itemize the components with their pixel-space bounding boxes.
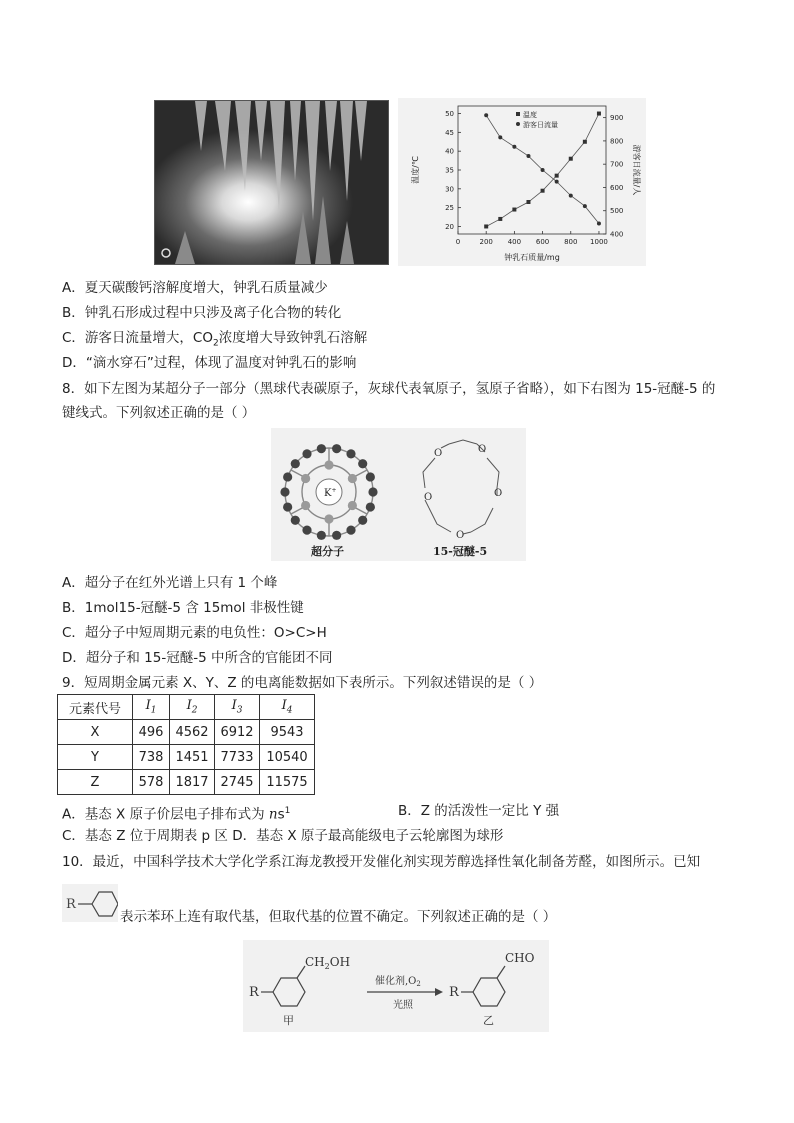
oxygen-atom: [324, 514, 333, 523]
table-cell: 11575: [260, 770, 315, 795]
carbon-atom: [368, 487, 377, 496]
table-cell: 6912: [215, 720, 260, 745]
condition-top: 催化剂$,O_2$: [375, 976, 421, 988]
carbon-atom: [302, 449, 311, 458]
q7-option-d: D．“滴水穿石”过程，体现了温度对钟乳石的影响: [62, 355, 357, 371]
q9-option-a: A．基态 X 原子价层电子排布式为 $ns^1$: [62, 806, 291, 823]
x-tick-label: 800: [564, 238, 578, 246]
q8-figure: [271, 428, 526, 561]
oxygen-atom: [301, 501, 310, 510]
table-cell: 578: [133, 770, 170, 795]
q9-option-b: B．Z 的活泼性一定比 Y 强: [398, 803, 560, 819]
table-row: [58, 720, 315, 745]
carbon-atom: [317, 531, 326, 540]
carbon-atom: [291, 516, 300, 525]
x-axis-label: 钟乳石质量/mg: [504, 253, 560, 262]
data-point-temperature: [583, 140, 587, 144]
table-cell: X: [58, 720, 133, 745]
q9-option-cd: C．基态 Z 位于周期表 p 区 D．基态 X 原子最高能级电子云轮廓图为球形: [62, 828, 504, 844]
data-point-temperature: [569, 157, 573, 161]
oxidation-reaction-scheme: [243, 940, 549, 1032]
product-group: CHO: [505, 951, 535, 965]
q8-stem-line2: 键线式。下列叙述正确的是（ ）: [62, 405, 256, 421]
data-point-temperature: [597, 112, 601, 116]
chart-legend: [516, 110, 558, 129]
table-cell: 2745: [215, 770, 260, 795]
data-point-visitors: [541, 168, 545, 172]
product-structure: [449, 951, 535, 1027]
legend-label-visitors: 游客日流量: [523, 121, 558, 129]
x-tick-label: 0: [455, 238, 461, 246]
carbon-atom: [302, 526, 311, 535]
data-point-visitors: [583, 204, 587, 208]
crown-oxygen-label: O: [456, 530, 465, 541]
data-point-temperature: [498, 217, 502, 221]
condition-bottom: 光照: [393, 1000, 413, 1011]
data-point-visitors: [569, 194, 573, 198]
carbon-atom: [366, 502, 375, 511]
legend-marker-temperature: [516, 112, 520, 116]
product-label: 乙: [483, 1014, 494, 1027]
reactant-label: 甲: [283, 1014, 294, 1027]
table-cell: 1817: [170, 770, 215, 795]
x-tick-label: 200: [479, 238, 493, 246]
data-point-visitors: [498, 135, 502, 139]
carbon-atom: [283, 472, 292, 481]
y-left-tick-label: 30: [445, 185, 454, 194]
table-header-cell: 元素代号: [58, 695, 133, 720]
table-header-cell: $I_3$: [215, 695, 260, 720]
crown-oxygen-label: O: [478, 444, 487, 455]
data-point-visitors: [526, 154, 530, 158]
y-right-tick-label: 900: [610, 114, 624, 123]
y-right-tick-label: 700: [610, 160, 624, 169]
x-tick-label: 600: [535, 238, 550, 246]
data-point-temperature: [526, 200, 530, 204]
svg-text:R: R: [66, 897, 76, 912]
oxygen-atom: [301, 474, 310, 483]
y-left-tick-label: 35: [445, 166, 454, 175]
data-point-temperature: [555, 174, 559, 178]
svg-text:R: R: [449, 985, 459, 1000]
y-right-tick-label: 800: [610, 137, 624, 146]
carbon-atom: [346, 449, 355, 458]
stalactite-cave-photo: [154, 100, 389, 265]
carbon-atom: [291, 459, 300, 468]
ionization-energy-table: [57, 694, 315, 795]
y-left-axis-label: 温度/℃: [411, 156, 420, 184]
y-right-tick-label: 500: [610, 207, 624, 216]
potassium-ion-label: K+: [324, 487, 337, 499]
reactant-structure: [249, 955, 350, 1027]
data-point-temperature: [512, 208, 516, 212]
y-left-tick-label: 50: [445, 110, 454, 119]
table-header-cell: $I_2$: [170, 695, 215, 720]
y-left-tick-label: 45: [445, 128, 454, 137]
oxygen-atom: [348, 474, 357, 483]
y-left-tick-label: 40: [445, 147, 454, 156]
table-cell: 496: [133, 720, 170, 745]
data-point-visitors: [484, 113, 488, 117]
y-right-axis-label: 游客日流量/人: [632, 144, 641, 196]
substituted-benzene-symbol: [62, 884, 118, 922]
crown-oxygen-label: O: [424, 492, 433, 503]
oxygen-atom: [348, 501, 357, 510]
q8-option-d: D．超分子和 15-冠醚-5 中所含的官能团不同: [62, 650, 333, 666]
table-cell: Y: [58, 745, 133, 770]
svg-text:R: R: [249, 985, 259, 1000]
oxygen-atom: [324, 460, 333, 469]
legend-marker-visitors: [516, 122, 520, 126]
q10-stem-line2: 表示苯环上连有取代基，但取代基的位置不确定。下列叙述正确的是（ ）: [120, 909, 557, 925]
q8-option-c: C．超分子中短周期元素的电负性：O>C>H: [62, 625, 327, 641]
y-left-tick-label: 25: [445, 204, 454, 213]
carbon-atom: [366, 472, 375, 481]
q8-option-b: B．1mol15-冠醚-5 含 15mol 非极性键: [62, 600, 304, 616]
crown-oxygen-label: O: [434, 448, 443, 459]
table-row: [58, 770, 315, 795]
y-right-tick-label: 600: [610, 183, 624, 192]
table-cell: 1451: [170, 745, 215, 770]
table-cell: 738: [133, 745, 170, 770]
table-header-row: [58, 695, 315, 720]
y-left-tick-label: 20: [445, 222, 454, 231]
carbon-atom: [358, 516, 367, 525]
carbon-atom: [358, 459, 367, 468]
carbon-atom: [317, 444, 326, 453]
x-tick-label: 1000: [590, 238, 608, 246]
table-cell: Z: [58, 770, 133, 795]
carbon-atom: [332, 531, 341, 540]
carbon-atom: [346, 526, 355, 535]
carbon-atom: [332, 444, 341, 453]
supramolecule-caption: 超分子: [311, 545, 344, 558]
y-right-tick-label: 400: [610, 230, 624, 239]
data-point-temperature: [541, 189, 545, 193]
table-cell: 4562: [170, 720, 215, 745]
q8-stem-line1: 8．如下左图为某超分子一部分（黑球代表碳原子，灰球代表氧原子，氢原子省略），如下右图为 15-冠醚-5 的: [62, 381, 716, 397]
q9-stem: 9．短周期金属元素 X、Y、Z 的电离能数据如下表所示。下列叙述错误的是（ ）: [62, 675, 543, 691]
table-cell: 9543: [260, 720, 315, 745]
carbon-atom: [280, 487, 289, 496]
data-point-visitors: [597, 222, 601, 226]
crown-oxygen-label: O: [494, 488, 503, 499]
q7-option-b: B．钟乳石形成过程中只涉及离子化合物的转化: [62, 305, 342, 321]
table-row: [58, 745, 315, 770]
data-point-visitors: [512, 145, 516, 149]
data-point-visitors: [555, 180, 559, 184]
table-header-cell: $I_4$: [260, 695, 315, 720]
q7-option-c: C．游客日流量增大，$CO_2$浓度增大导致钟乳石溶解: [62, 330, 368, 349]
table-header-cell: $I_1$: [133, 695, 170, 720]
table-cell: 7733: [215, 745, 260, 770]
table-cell: 10540: [260, 745, 315, 770]
legend-label-temperature: 温度: [523, 111, 537, 119]
data-point-temperature: [484, 224, 488, 228]
temperature-visitor-chart: [398, 98, 646, 266]
carbon-atom: [283, 502, 292, 511]
reactant-group: $CH_2OH$: [305, 955, 351, 971]
reaction-arrow: [367, 974, 443, 1011]
q7-option-a: A．夏天碳酸钙溶解度增大，钟乳石质量减少: [62, 280, 328, 296]
q8-option-a: A．超分子在红外光谱上只有 1 个峰: [62, 575, 278, 591]
q10-stem-line1: 10．最近，中国科学技术大学化学系江海龙教授开发催化剂实现芳醇选择性氧化制备芳醛，如图所示。已知: [62, 854, 701, 870]
crown-ether-caption: 15-冠醚-5: [433, 545, 488, 558]
x-tick-label: 400: [507, 238, 522, 246]
